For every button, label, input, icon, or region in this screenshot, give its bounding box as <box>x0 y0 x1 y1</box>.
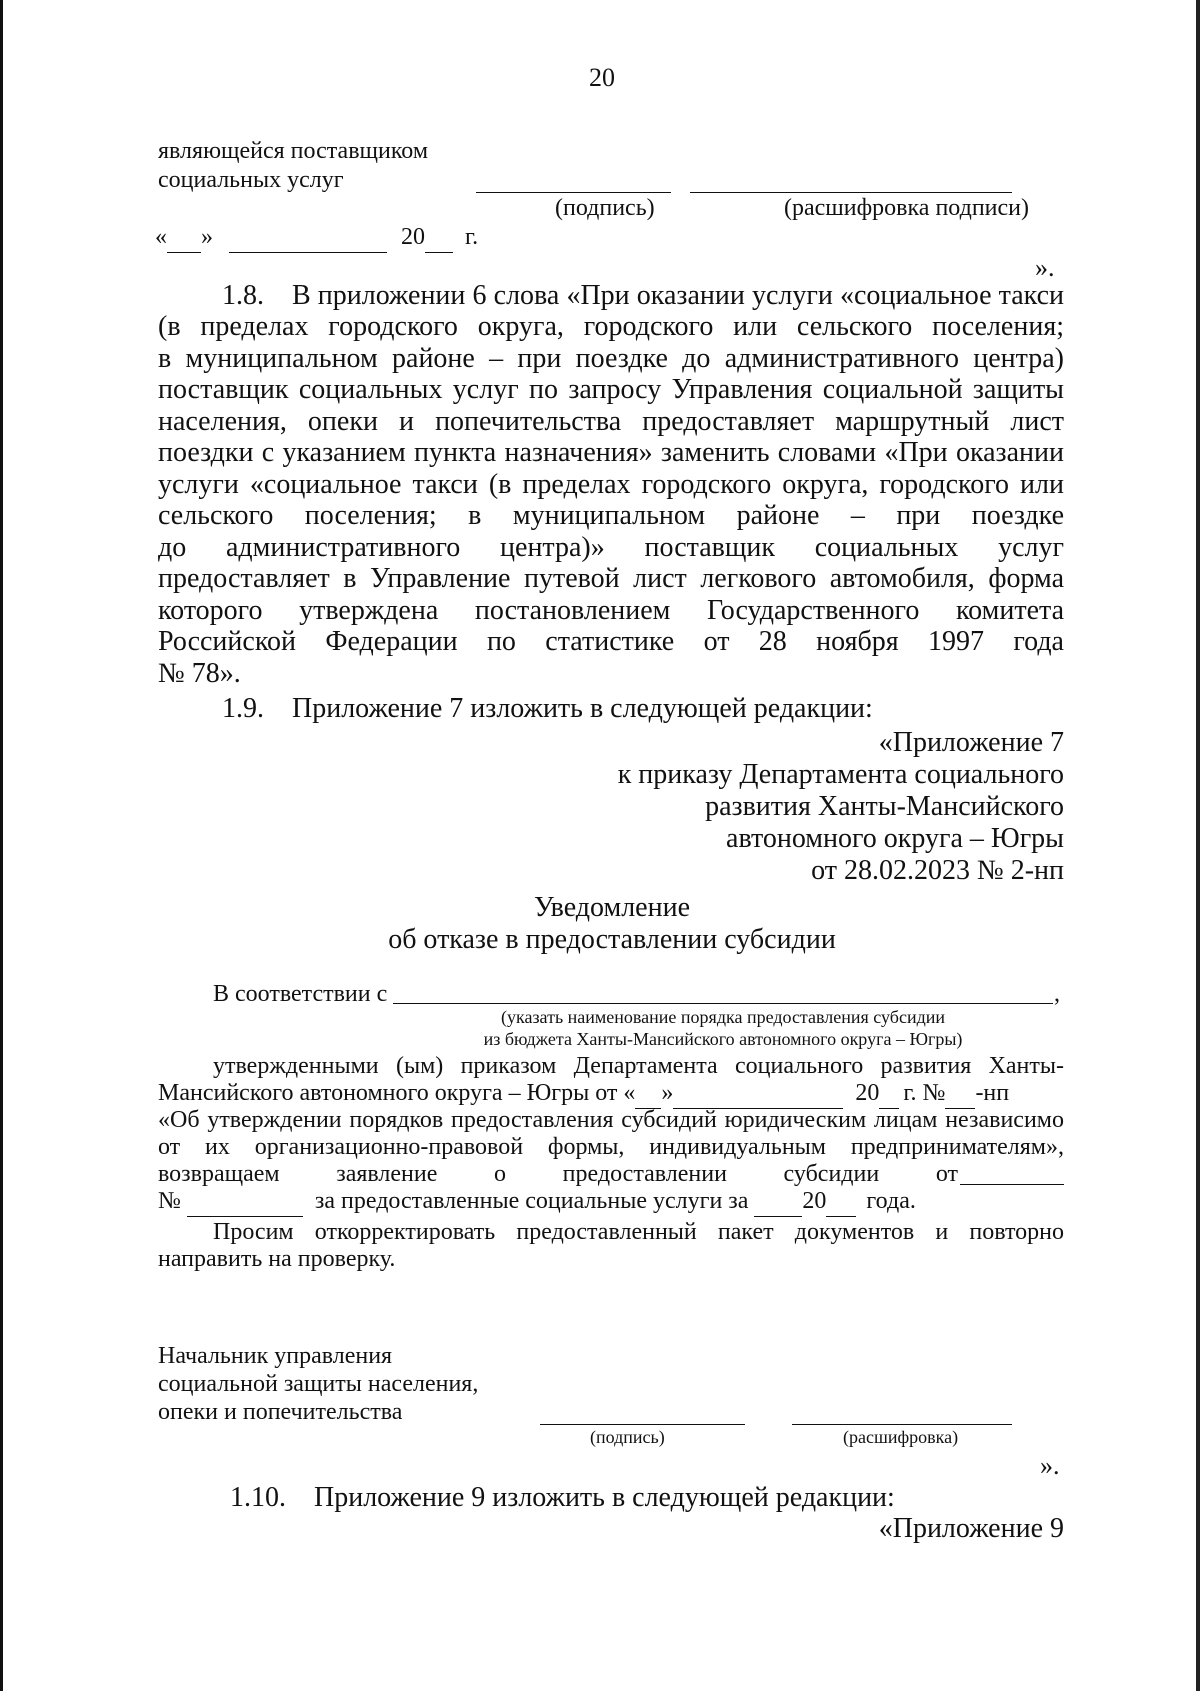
appendix-line: к приказу Департамента социального <box>617 759 1064 790</box>
top-date-day-blank <box>167 222 201 253</box>
accordance-blank <box>393 1003 1053 1004</box>
accordance-prefix: В соответствии с <box>213 981 388 1007</box>
services-period-blank <box>754 1186 802 1217</box>
bottom-signature-line <box>540 1424 745 1425</box>
paragraph-line: услуги «социальное такси (в пределах городского округа, городского или <box>158 469 1064 500</box>
accordance-hint-1: (указать наименование порядка предоставления субсидии <box>500 1007 946 1027</box>
scan-right-edge <box>1196 0 1200 1691</box>
paragraph-line: сельского поселения; в муниципальном районе – при поездке <box>158 500 1064 531</box>
top-closing-quote: ». <box>1035 253 1055 282</box>
application-number-label: № <box>158 1188 181 1214</box>
notice-subtitle: об отказе в предоставлении субсидии <box>388 924 836 955</box>
page-number: 20 <box>589 63 615 92</box>
appendix-line: «Приложение 7 <box>878 727 1064 758</box>
notice-body-line1: утвержденными (ым) приказом Департамента социального развития Ханты- <box>213 1053 1064 1079</box>
notice-request-line2: направить на проверку. <box>158 1246 396 1272</box>
top-date-line <box>155 222 478 253</box>
bottom-signature-label: (подпись) <box>590 1427 665 1447</box>
paragraph-line: Российской Федерации по статистике от 28 ноября 1997 года <box>158 626 1064 657</box>
appendix-line: от 28.02.2023 № 2-нп <box>811 855 1064 886</box>
accordance-hint-2: из бюджета Ханты-Мансийского автономного округа – Югры) <box>483 1029 963 1049</box>
accordance-suffix: , <box>1054 981 1060 1007</box>
notice-title: Уведомление <box>533 892 690 923</box>
paragraph-line: до административного центра)» поставщик социальных услуг <box>158 532 1064 563</box>
order-number-suffix: -нп <box>975 1080 1010 1106</box>
paragraph-1-9: 1.9. Приложение 7 изложить в следующей редакции: <box>222 693 873 724</box>
services-year-blank <box>826 1186 856 1217</box>
paragraph-line: поставщик социальных услуг по запросу Управления социальной защиты <box>158 374 1064 405</box>
notice-request-line1: Просим откорректировать предоставленный пакет документов и повторно <box>213 1219 1064 1245</box>
application-date-blank <box>960 1184 1064 1185</box>
top-signatory-line2: социальных услуг <box>158 167 344 193</box>
paragraph-line: (в пределах городского округа, городского или сельского поселения; <box>158 311 1064 342</box>
order-from-text: Мансийского автономного округа – Югры от « <box>158 1080 636 1106</box>
appendix-9-header: «Приложение 9 <box>878 1513 1064 1544</box>
top-date-month-blank <box>229 222 387 253</box>
top-signature-label: (подпись) <box>555 195 655 221</box>
top-date-year-blank <box>425 222 453 253</box>
top-date-g: г. <box>465 224 479 250</box>
bottom-signatory-line2: социальной защиты населения, <box>158 1371 479 1397</box>
services-period-text: за предоставленные социальные услуги за <box>314 1188 749 1214</box>
paragraph-line: предоставляет в Управление путевой лист легкового автомобиля, форма <box>158 563 1064 594</box>
order-year: 20 <box>855 1080 880 1106</box>
bottom-signatory-line3: опеки и попечительства <box>158 1399 403 1425</box>
notice-body-line5: возвращаем заявление о предоставлении субсидии от <box>158 1161 958 1187</box>
paragraph-last-line: № 78». <box>158 658 241 689</box>
top-date-close: » <box>201 224 213 250</box>
bottom-decoding-label: (расшифровка) <box>843 1427 959 1447</box>
top-signatory-line1: являющейся поставщиком <box>158 138 429 164</box>
bottom-signatory-line1: Начальник управления <box>158 1343 393 1369</box>
notice-body-line4: от их организационно-правовой формы, индивидуальным предпринимателям», <box>158 1134 1064 1160</box>
top-date-year: 20 <box>401 224 425 250</box>
scan-left-edge <box>0 0 3 1691</box>
paragraph-line: населения, опеки и попечительства предоставляет маршрутный лист <box>158 406 1064 437</box>
top-decoding-label: (расшифровка подписи) <box>784 195 1029 221</box>
order-day-close: » <box>661 1080 674 1106</box>
paragraph-line: которого утверждена постановлением Государственного комитета <box>158 595 1064 626</box>
paragraph-line: 1.8. В приложении 6 слова «При оказании услуги «социальное такси <box>222 280 1064 311</box>
bottom-decoding-line <box>792 1424 1012 1425</box>
notice-body-line3: «Об утверждении порядков предоставления субсидий юридическим лицам независимо <box>158 1107 1064 1133</box>
appendix-line: развития Ханты-Мансийского <box>705 791 1064 822</box>
bottom-closing-quote: ». <box>1040 1451 1060 1480</box>
services-year-suffix: года. <box>866 1188 916 1214</box>
paragraph-line: поездки с указанием пункта назначения» заменить словами «При оказании <box>158 437 1064 468</box>
application-number-blank <box>187 1186 303 1217</box>
paragraph-line: в муниципальном районе – при поездке до административного центра) <box>158 343 1064 374</box>
services-year: 20 <box>802 1188 827 1214</box>
order-number-label: г. № <box>903 1080 946 1106</box>
notice-body-line6 <box>158 1186 916 1217</box>
top-date-open: « <box>155 224 167 250</box>
appendix-line: автономного округа – Югры <box>726 823 1064 854</box>
paragraph-1-10: 1.10. Приложение 9 изложить в следующей редакции: <box>230 1482 895 1513</box>
